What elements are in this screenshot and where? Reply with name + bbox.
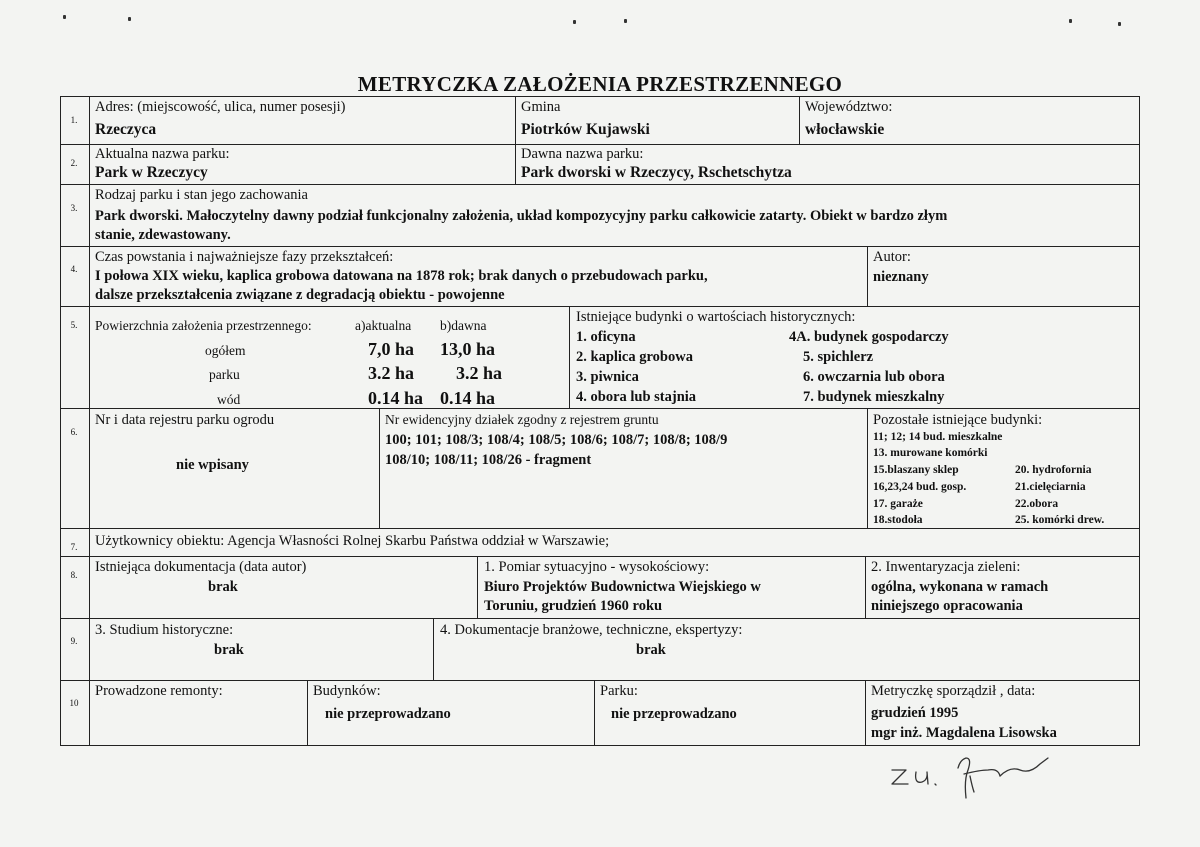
historical-study-value: brak xyxy=(214,642,244,658)
area-label: Powierzchnia założenia przestrzennego: xyxy=(95,318,312,333)
cell-divider xyxy=(594,680,595,746)
area-total-label: ogółem xyxy=(205,343,246,358)
row-number: 10 xyxy=(69,698,79,708)
row-number: 3. xyxy=(70,203,78,213)
area-water-label: wód xyxy=(217,392,241,407)
current-park-name-value: Park w Rzeczycy xyxy=(95,164,208,181)
historic-buildings-label: Istniejące budynki o wartościach historycznych: xyxy=(576,309,856,325)
cell-divider xyxy=(867,246,868,306)
row-number: 2. xyxy=(70,158,78,168)
area-total-former: 13,0 ha xyxy=(440,339,496,359)
area-water-former: 0.14 ha xyxy=(440,388,496,408)
survey-line1: Biuro Projektów Budownictwa Wiejskiego w xyxy=(484,579,761,595)
other-building-item: 17. garaże xyxy=(873,498,923,510)
greenery-inventory-label: 2. Inwentaryzacja zieleni: xyxy=(871,559,1021,575)
other-building-item: 18.stodoła xyxy=(873,514,923,526)
area-current-header: a)aktualna xyxy=(355,318,412,333)
other-building-item: 22.obora xyxy=(1015,498,1059,510)
area-park-former: 3.2 ha xyxy=(456,363,503,383)
other-building-item: 25. komórki drew. xyxy=(1015,514,1105,526)
cell-divider xyxy=(433,618,434,680)
cell-divider xyxy=(569,306,570,408)
cell-divider xyxy=(799,96,800,144)
row-divider xyxy=(60,306,1140,307)
gmina-label: Gmina xyxy=(521,99,561,115)
row-divider xyxy=(60,144,1140,145)
row-divider xyxy=(60,618,1140,619)
cell-divider xyxy=(867,408,868,528)
voivodeship-label: Województwo: xyxy=(805,99,893,115)
row-number: 4. xyxy=(70,264,78,274)
prepared-by-name: mgr inż. Magdalena Lisowska xyxy=(871,725,1057,741)
cell-divider xyxy=(865,680,866,746)
other-building-item: 11; 12; 14 bud. mieszkalne xyxy=(873,431,1003,443)
area-park-label: parku xyxy=(209,367,240,382)
park-repairs-value: nie przeprowadzano xyxy=(611,706,737,722)
row-number: 6. xyxy=(70,427,78,437)
current-park-name-label: Aktualna nazwa parku: xyxy=(95,146,230,162)
other-building-item: 13. murowane komórki xyxy=(873,447,988,459)
handwritten-signature xyxy=(880,740,1060,810)
existing-docs-value: brak xyxy=(208,579,238,595)
row-number: 1. xyxy=(70,115,78,125)
row-divider xyxy=(60,408,1140,409)
history-text-line2: dalsze przekształcenia związane z degradacją obiektu - powojenne xyxy=(95,287,505,303)
cell-divider xyxy=(477,556,478,618)
branch-docs-value: brak xyxy=(636,642,666,658)
other-buildings-label: Pozostałe istniejące budynki: xyxy=(873,412,1043,428)
former-park-name-value: Park dworski w Rzeczycy, Rschetschytza xyxy=(521,164,792,181)
survey-label: 1. Pomiar sytuacyjno - wysokościowy: xyxy=(484,559,710,575)
park-type-label: Rodzaj parku i stan jego zachowania xyxy=(95,187,308,203)
row-number: 8. xyxy=(70,570,78,580)
cell-divider xyxy=(379,408,380,528)
prepared-by-label: Metryczkę sporządził , data: xyxy=(871,683,1036,699)
cell-divider xyxy=(515,96,516,184)
row-divider xyxy=(60,246,1140,247)
history-label: Czas powstania i najważniejsze fazy przekształceń: xyxy=(95,249,394,265)
document-title: METRYCZKA ZAŁOŻENIA PRZESTRZENNEGO xyxy=(357,72,843,96)
greenery-inventory-line2: niniejszego opracowania xyxy=(871,598,1023,614)
author-value: nieznany xyxy=(873,269,929,285)
cell-divider xyxy=(865,556,866,618)
other-building-item: 16,23,24 bud. gosp. xyxy=(873,481,967,493)
historical-study-label: 3. Studium historyczne: xyxy=(95,622,234,638)
historic-building-4a: 4A. budynek gospodarczy xyxy=(789,329,949,345)
author-label: Autor: xyxy=(873,249,911,265)
park-repairs-label: Parku: xyxy=(600,683,638,699)
register-label: Nr i data rejestru parku ogrodu xyxy=(95,412,275,428)
users-label: Użytkownicy obiektu: Agencja Własności Rolnej Skarbu Państwa oddział w Warszawie; xyxy=(95,533,610,549)
historic-building-3: 3. piwnica xyxy=(576,369,639,385)
greenery-inventory-line1: ogólna, wykonana w ramach xyxy=(871,579,1049,595)
scan-speck xyxy=(128,17,131,21)
park-type-text-line1: Park dworski. Małoczytelny dawny podział funkcjonalny założenia, układ kompozycyjny parku całkowicie zatarty. Obiekt w bardzo złym xyxy=(95,208,948,224)
voivodeship-value: włocławskie xyxy=(805,121,885,138)
other-building-item: 20. hydrofornia xyxy=(1015,464,1092,476)
row-divider xyxy=(60,184,1140,185)
repairs-label: Prowadzone remonty: xyxy=(95,683,223,699)
historic-building-2: 2. kaplica grobowa xyxy=(576,349,693,365)
historic-building-4: 4. obora lub stajnia xyxy=(576,389,697,405)
number-column-divider xyxy=(89,96,90,746)
branch-docs-label: 4. Dokumentacje branżowe, techniczne, ekspertyzy: xyxy=(440,622,743,638)
scan-speck xyxy=(1069,19,1072,23)
building-repairs-value: nie przeprowadzano xyxy=(325,706,451,722)
row-divider xyxy=(60,528,1140,529)
building-repairs-label: Budynków: xyxy=(313,683,381,699)
row-number: 7. xyxy=(70,542,78,552)
row-divider xyxy=(60,680,1140,681)
address-value: Rzeczyca xyxy=(95,121,157,138)
address-label: Adres: (miejscowość, ulica, numer posesji) xyxy=(95,99,346,115)
historic-building-1: 1. oficyna xyxy=(576,329,636,345)
scan-speck xyxy=(573,20,576,24)
plots-line2: 108/10; 108/11; 108/26 - fragment xyxy=(385,452,592,468)
row-number: 9. xyxy=(70,636,78,646)
scan-speck xyxy=(63,15,66,19)
area-water-current: 0.14 ha xyxy=(368,388,424,408)
historic-building-5: 5. spichlerz xyxy=(803,349,874,365)
area-total-current: 7,0 ha xyxy=(368,339,415,359)
former-park-name-label: Dawna nazwa parku: xyxy=(521,146,644,162)
survey-line2: Toruniu, grudzień 1960 roku xyxy=(484,598,663,614)
cell-divider xyxy=(307,680,308,746)
register-value: nie wpisany xyxy=(176,457,249,473)
row-divider xyxy=(60,556,1140,557)
park-type-text-line2: stanie, zdewastowany. xyxy=(95,227,231,243)
historic-building-6: 6. owczarnia lub obora xyxy=(803,369,945,385)
historic-building-7: 7. budynek mieszkalny xyxy=(803,389,945,405)
area-park-current: 3.2 ha xyxy=(368,363,415,383)
existing-docs-label: Istniejąca dokumentacja (data autor) xyxy=(95,559,307,575)
plots-line1: 100; 101; 108/3; 108/4; 108/5; 108/6; 108/7; 108/8; 108/9 xyxy=(385,432,728,448)
plots-label: Nr ewidencyjny działek zgodny z rejestrem gruntu xyxy=(385,412,659,427)
scan-speck xyxy=(624,19,627,23)
other-building-item: 21.cielęciarnia xyxy=(1015,481,1086,493)
row-number: 5. xyxy=(70,320,78,330)
prepared-date: grudzień 1995 xyxy=(871,705,959,721)
scan-speck xyxy=(1118,22,1121,26)
area-former-header: b)dawna xyxy=(440,318,487,333)
gmina-value: Piotrków Kujawski xyxy=(521,121,650,138)
history-text-line1: I połowa XIX wieku, kaplica grobowa datowana na 1878 rok; brak danych o przebudowach parku, xyxy=(95,268,708,284)
other-building-item: 15.blaszany sklep xyxy=(873,464,959,476)
